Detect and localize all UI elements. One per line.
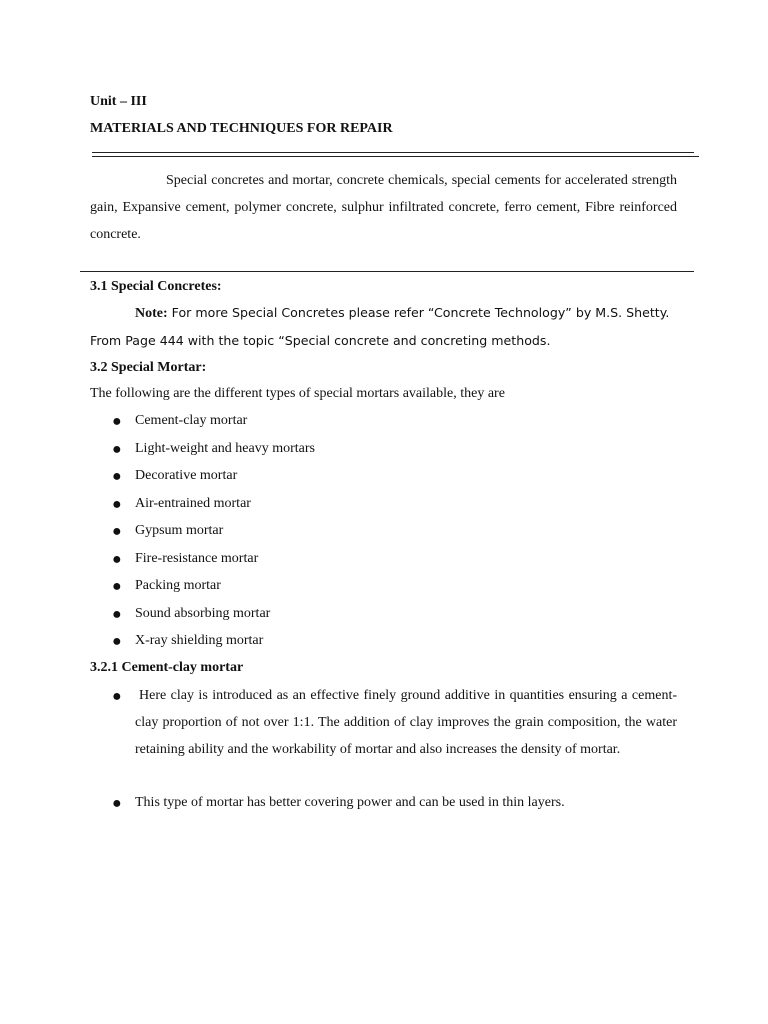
list-item-label: Light-weight and heavy mortars [135,441,316,456]
list-item-label: Air-entrained mortar [135,496,251,511]
section-3-2-intro: The following are the different types of special mortars available, they are [90,386,505,401]
chapter-title: MATERIALS AND TECHNIQUES FOR REPAIR [90,121,393,136]
note-label: Note: [135,306,168,321]
section-3-2-heading: 3.2 Special Mortar: [90,360,207,375]
bullet-icon: ● [112,688,122,705]
list-item-label: X-ray shielding mortar [135,633,264,648]
bullet-icon: ● [112,795,122,812]
title-rule-bottom [92,156,699,157]
list-item-label: Gypsum mortar [135,523,224,538]
section-3-1-heading: 3.1 Special Concretes: [90,279,222,294]
list-item-label: Sound absorbing mortar [135,606,271,621]
bullet-icon: ● [112,468,122,485]
unit-label: Unit – III [90,94,147,109]
bullet-icon: ● [112,633,122,650]
note-text: For more Special Concretes please refer “Concrete Technology” by M.S. Shetty. [167,305,670,320]
list-item-label: Cement-clay mortar [135,413,248,428]
bullet-icon: ● [112,606,122,623]
note-line-2: From Page 444 with the topic “Special concrete and concreting methods. [90,333,551,348]
list-item-label: Decorative mortar [135,468,238,483]
bullet-icon: ● [112,413,122,430]
bullet-icon: ● [112,578,122,595]
syllabus-paragraph: Special concretes and mortar, concrete chemicals, special cements for accelerated strength gain, Expansive cement, polymer concrete, sulphur infiltrated concrete, ferro cement, Fibre reinforced concrete. [90,173,677,242]
list-item-label: Fire-resistance mortar [135,551,259,566]
point-text: Here clay is introduced as an effective finely ground additive in quantities ensuring a cement-clay proportion of not over 1:1. The addition of clay improves the grain composition, the water retaining ability and the workability of mortar and also increases the density of mortar. [135,688,677,757]
title-rule-top [92,152,694,153]
note-line-1 [135,305,669,322]
point-text: This type of mortar has better covering power and can be used in thin layers. [135,795,565,810]
bullet-icon: ● [112,441,122,458]
syllabus-rule [80,271,694,272]
list-item-label: Packing mortar [135,578,221,593]
bullet-icon: ● [112,496,122,513]
bullet-icon: ● [112,523,122,540]
section-3-2-1-heading: 3.2.1 Cement-clay mortar [90,660,244,675]
bullet-icon: ● [112,551,122,568]
